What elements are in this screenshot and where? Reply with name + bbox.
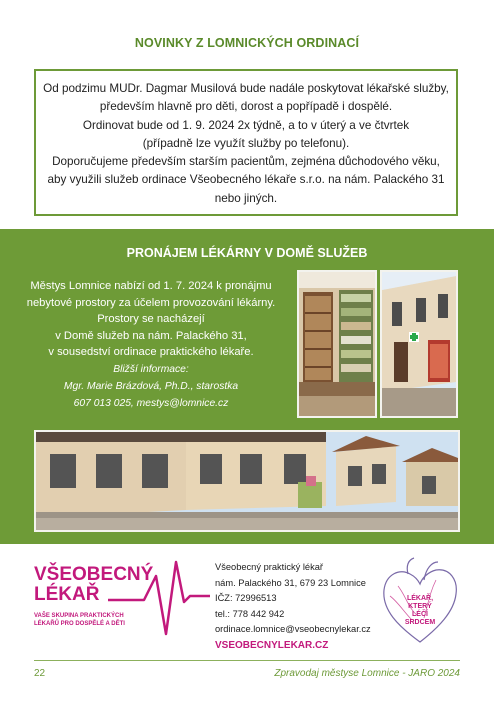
clinic-name: Všeobecný praktický lékař	[215, 562, 323, 572]
clinic-phone: tel.: 778 442 942	[215, 608, 285, 619]
notice-line: Od podzimu MUDr. Dagmar Musilová bude nadále poskytovat lékařské služby,	[43, 82, 449, 95]
rent-line: nebytové prostory za účelem provozování lékárny.	[26, 296, 276, 309]
photo-pharmacy-interior	[297, 270, 377, 418]
notice-line: Ordinovat bude od 1. 9. 2024 2x týdně, a to v úterý a ve čtvrtek	[82, 118, 410, 132]
notice-line: nebo jiných.	[214, 191, 278, 205]
notice-line: (případně lze využít služby po telefonu).	[142, 136, 350, 150]
logo-line1: VŠEOBECNÝ	[34, 564, 154, 585]
info-label: Bližší informace:	[113, 363, 189, 375]
photo-street-view	[34, 430, 460, 532]
rent-line: v Domě služeb na nám. Palackého 31,	[55, 329, 247, 342]
news-notice-box	[34, 69, 458, 216]
heart-text-2: KTERÝ	[408, 603, 432, 610]
rent-line: Městys Lomnice nabízí od 1. 7. 2024 k pronájmu	[30, 280, 272, 292]
rent-line: v sousedství ordinace praktického lékaře.	[48, 346, 254, 359]
clinic-address: nám. Palackého 31, 679 23 Lomnice	[215, 577, 366, 588]
clinic-icz: IČZ: 72996513	[215, 593, 277, 604]
heart-text-4: SRDCEM	[404, 619, 436, 626]
contact-phone-email: 607 013 025, mestys@lomnice.cz	[73, 398, 229, 410]
notice-line: Doporučujeme především starším pacientům, zejména důchodového věku,	[52, 155, 440, 169]
section-title-pharmacy: PRONÁJEM LÉKÁRNY V DOMĚ SLUŽEB	[126, 246, 368, 260]
notice-line: především hlavně pro děti, dorost a popřípadě i dospělé.	[99, 100, 393, 114]
heart-text-1: LÉKAŘ,	[406, 595, 434, 602]
rent-line: Prostory se nacházejí	[97, 313, 205, 326]
clinic-contact	[215, 560, 371, 654]
magazine-title: Zpravodaj městyse Lomnice - JARO 2024	[274, 668, 460, 679]
clinic-email[interactable]: ordinace.lomnice@vseobecnylekar.cz	[215, 624, 371, 635]
logo-tagline2: LÉKAŘŮ PRO DOSPĚLÉ A DĚTI	[34, 621, 125, 627]
logo-line2: LÉKAŘ	[34, 584, 100, 605]
page-number: 22	[34, 668, 46, 679]
pharmacy-rent-text	[26, 278, 276, 413]
vseobecny-lekar-logo	[32, 556, 212, 646]
section-title-news: NOVINKY Z LOMNICKÝCH ORDINACÍ	[134, 36, 360, 50]
notice-line: aby využili služeb ordinace Všeobecného lékaře s.r.o. na nám. Palackého 31	[47, 173, 445, 187]
logo-tagline1: VAŠE SKUPINA PRAKTICKÝCH	[34, 613, 124, 619]
clinic-website-link[interactable]: VSEOBECNYLEKAR.CZ	[215, 639, 329, 651]
heart-text-3: LÉČÍ	[412, 611, 428, 618]
footer-divider	[34, 660, 460, 661]
heart-illustration	[378, 556, 462, 650]
contact-person: Mgr. Marie Brázdová, Ph.D., starostka	[63, 381, 239, 393]
photo-pharmacy-building	[380, 270, 458, 418]
